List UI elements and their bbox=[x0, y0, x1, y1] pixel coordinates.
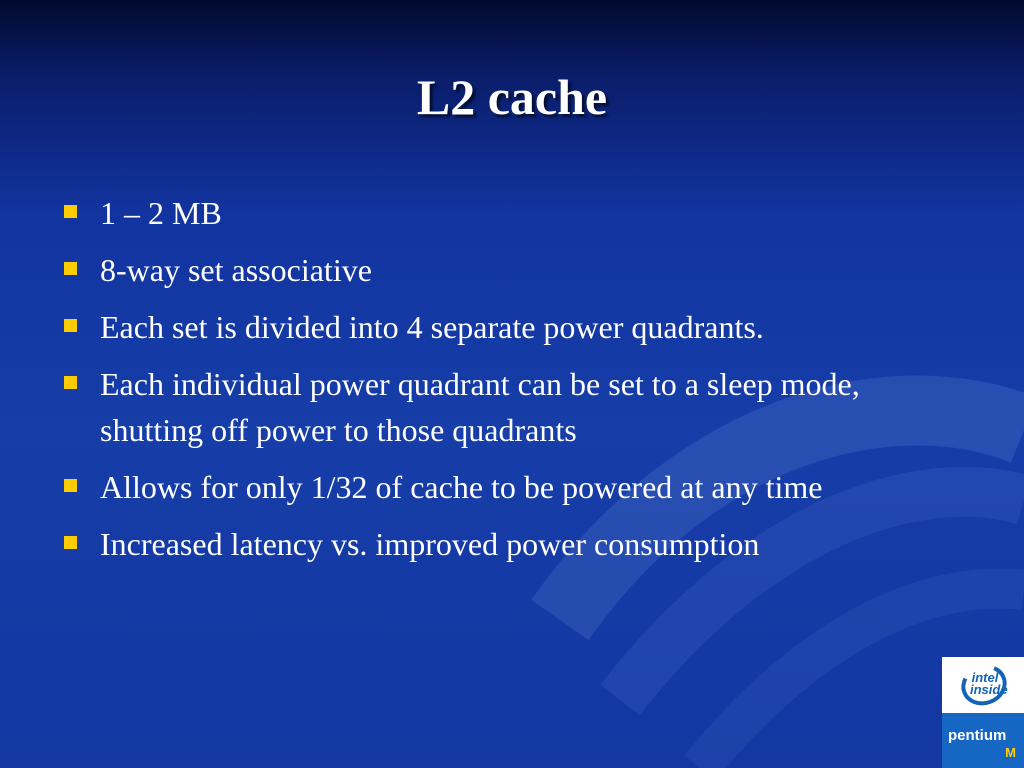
bullet-list bbox=[62, 190, 942, 578]
pentium-wordmark: pentium bbox=[948, 727, 1007, 744]
square-bullet-icon bbox=[64, 205, 77, 218]
bullet-text: Increased latency vs. improved power consumption bbox=[100, 526, 760, 562]
bullet-item bbox=[62, 361, 942, 453]
inside-word: inside bbox=[970, 682, 1008, 697]
intel-pentium-m-logo bbox=[942, 657, 1024, 768]
square-bullet-icon bbox=[64, 536, 77, 549]
intel-inside-text bbox=[970, 670, 1008, 697]
pentium-variant: M bbox=[1005, 745, 1016, 760]
bullet-item bbox=[62, 190, 942, 236]
bullet-item bbox=[62, 304, 942, 350]
bullet-text: 8-way set associative bbox=[100, 252, 372, 288]
square-bullet-icon bbox=[64, 479, 77, 492]
pentium-band bbox=[942, 713, 1024, 768]
square-bullet-icon bbox=[64, 376, 77, 389]
bullet-text: Allows for only 1/32 of cache to be powered at any time bbox=[100, 469, 823, 505]
bullet-text: Each individual power quadrant can be set to a sleep mode, shutting off power to those quadrants bbox=[100, 366, 860, 448]
intel-inside-badge bbox=[942, 657, 1024, 713]
bullet-item bbox=[62, 247, 942, 293]
square-bullet-icon bbox=[64, 262, 77, 275]
bullet-text: Each set is divided into 4 separate power quadrants. bbox=[100, 309, 764, 345]
bullet-text: 1 – 2 MB bbox=[100, 195, 222, 231]
slide-title: L2 cache bbox=[416, 69, 608, 125]
bullet-item bbox=[62, 464, 942, 510]
bullet-item bbox=[62, 521, 942, 567]
intel-word: intel bbox=[971, 670, 999, 685]
square-bullet-icon bbox=[64, 319, 77, 332]
